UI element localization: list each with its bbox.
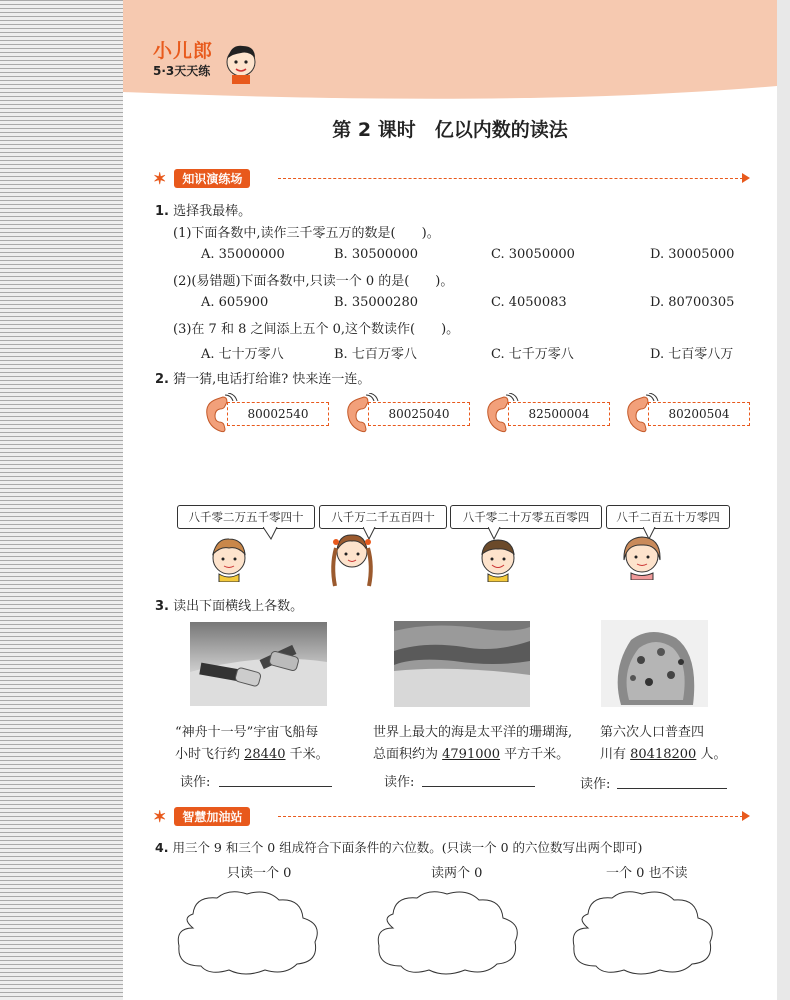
q3-item-1-line1: “神舟十一号”宇宙飞船每 [175,725,319,740]
spaceship-photo [190,622,327,706]
sub-question: (3)在 7 和 8 之间添上五个 0,这个数读作( )。 [173,322,460,337]
question-number: 4. [155,840,169,855]
phone-number: 80200504 [648,402,750,426]
option[interactable]: D. 七百零八万 [650,347,734,362]
phone-card[interactable] [344,393,494,433]
option[interactable]: B. 35000280 [334,295,418,310]
option[interactable]: A. 605900 [201,295,269,310]
section-tag-challenge [153,806,250,826]
answer-blank[interactable] [422,772,535,787]
option[interactable]: A. 七十万零八 [201,347,284,362]
question-text: 选择我最棒。 [173,204,252,219]
section-label: 知识演练场 [174,169,250,188]
option[interactable]: D. 80700305 [650,295,735,310]
answer-blank[interactable] [219,772,332,787]
q3-item-3-line1: 第六次人口普查四 [600,725,705,740]
underlined-number: 80418200 [630,747,697,762]
answer-cloud[interactable] [568,888,718,976]
cloud-label: 读两个 0 [431,866,483,881]
arrow-icon [742,811,750,821]
sub-question: (2)(易错题)下面各数中,只读一个 0 的是( )。 [173,274,454,289]
phone-number: 80025040 [368,402,470,426]
text-suffix: 人。 [696,747,727,762]
boy-face-icon [207,532,251,582]
option[interactable]: C. 30050000 [491,247,575,262]
question-text: 读出下面横线上各数。 [173,599,304,614]
speech-bubble[interactable]: 八千零二十万零五百零四 [450,505,602,529]
read-label: 读作: [384,775,415,790]
coral-sea-photo [394,621,530,707]
q3-item-1-line2 [175,743,329,762]
section-tag-practice [153,168,250,188]
text-suffix: 千米。 [285,747,329,762]
bubble-tail [263,527,283,541]
question-number: 3. [155,599,169,614]
phone-number: 82500004 [508,402,610,426]
phone-number: 80002540 [227,402,329,426]
question-3 [155,595,303,614]
section-divider [278,178,743,179]
text-prefix: 总面积约为 [373,747,443,762]
option[interactable]: A. 35000000 [201,247,285,262]
logo-text: 小儿郎 [153,40,214,62]
arrow-icon [742,173,750,183]
underlined-number: 4791000 [442,747,501,762]
speech-bubble[interactable]: 八千二百五十万零四 [606,505,730,529]
question-text: 用三个 9 和三个 0 组成符合下面条件的六位数。(只读一个 0 的六位数写出两个即可) [172,840,643,855]
text-suffix: 平方千米。 [500,747,570,762]
question-1 [155,200,251,219]
question-number: 1. [155,204,169,219]
option[interactable]: C. 七千万零八 [491,347,574,362]
cloud-label: 一个 0 也不读 [606,866,688,881]
sub-question: (1)下面各数中,读作三千零五万的数是( )。 [173,226,440,241]
option[interactable]: B. 七百万零八 [334,347,417,362]
cloud-label: 只读一个 0 [227,866,292,881]
q3-item-2-line1: 世界上最大的海是太平洋的珊瑚海, [373,725,573,740]
text-prefix: 川有 [600,747,631,762]
girl-braids-icon [327,528,377,590]
question-4 [155,838,642,856]
binding-stripes [0,0,123,1000]
q3-item-2-line2 [373,743,569,762]
section-divider [278,816,743,817]
underlined-number: 28440 [244,747,286,762]
answer-cloud[interactable] [373,888,523,976]
question-number: 2. [155,372,169,387]
mascot-icon [223,42,259,84]
population-crowd-photo [601,620,708,707]
read-label: 读作: [580,777,611,792]
star-icon: ✶ [153,168,167,188]
read-label: 读作: [180,775,211,790]
section-label: 智慧加油站 [174,807,250,826]
question-2 [155,368,370,387]
option[interactable]: B. 30500000 [334,247,418,262]
page-edge [777,0,790,1000]
speech-bubble[interactable]: 八千万二千五百四十 [319,505,447,529]
girl-face-icon [619,530,665,580]
star-icon: ✶ [153,806,167,826]
answer-cloud[interactable] [173,888,323,976]
phone-card[interactable] [203,393,353,433]
brand-logo [153,40,213,79]
header-band [123,0,777,110]
text-prefix: 小时飞行约 [175,747,245,762]
phone-card[interactable] [624,393,774,433]
speech-bubble[interactable]: 八千零二万五千零四十 [177,505,315,529]
question-text: 猜一猜,电话打给谁? 快来连一连。 [173,372,371,387]
lesson-title: 第 2 课时 亿以内数的读法 [332,119,568,141]
phone-card[interactable] [484,393,634,433]
workbook-page [123,0,777,1000]
q3-item-3-line2 [600,743,726,762]
answer-blank[interactable] [617,774,727,789]
option[interactable]: C. 4050083 [491,295,567,310]
boy-short-hair-icon [476,532,520,582]
logo-subtitle: 5·3天天练 [153,64,211,78]
option[interactable]: D. 30005000 [650,247,735,262]
